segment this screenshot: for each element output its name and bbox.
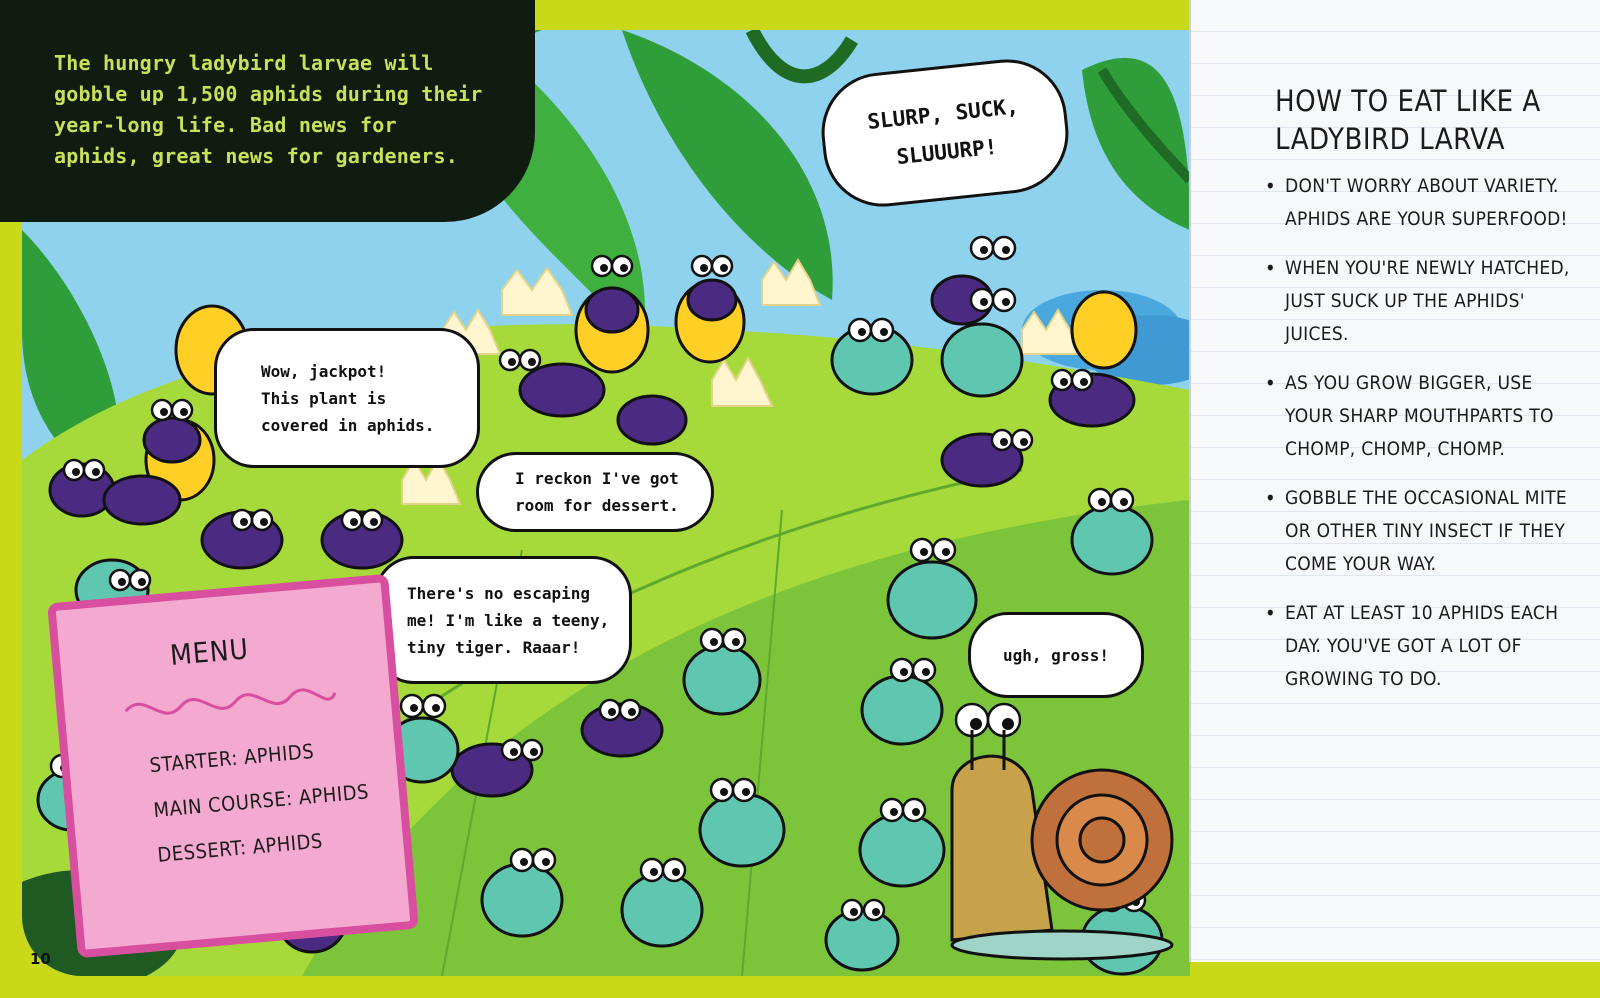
tip-item: • WHEN YOU'RE NEWLY HATCHED, JUST SUCK UP THE APHIDS' JUICES. bbox=[1263, 252, 1583, 351]
tip-item: • DON'T WORRY ABOUT VARIETY. APHIDS ARE YOUR SUPERFOOD! bbox=[1263, 170, 1583, 236]
bubble-tiger-line1: There's no escaping bbox=[407, 583, 591, 603]
tip-item: • EAT AT LEAST 10 APHIDS EACH DAY. YOU'VE GOT A LOT OF GROWING TO DO. bbox=[1263, 597, 1583, 696]
menu-item-dessert: DESSERT: APHIDS bbox=[156, 828, 324, 867]
bubble-tiger-line2: me! I'm like a teeny, bbox=[407, 610, 610, 630]
bubble-slurp-line1: SLURP, SUCK, bbox=[866, 94, 1020, 134]
menu-item-main: MAIN COURSE: APHIDS bbox=[152, 779, 370, 823]
bubble-slurp-line2: SLUUURP! bbox=[895, 134, 999, 170]
notebook-panel bbox=[1189, 0, 1600, 962]
menu-board bbox=[47, 574, 419, 958]
tip-item: • AS YOU GROW BIGGER, USE YOUR SHARP MOUTHPARTS TO CHOMP, CHOMP, CHOMP. bbox=[1263, 367, 1583, 466]
bubble-dessert bbox=[476, 452, 714, 532]
bubble-dessert-line2: room for dessert. bbox=[515, 496, 679, 515]
bubble-jackpot-line3: covered in aphids. bbox=[261, 415, 435, 435]
bubble-tiger-line3: tiny tiger. Raaar! bbox=[407, 637, 581, 657]
swirl-decoration bbox=[119, 672, 342, 731]
bubble-dessert-line1: I reckon I've got bbox=[515, 469, 679, 488]
menu-item-starter: STARTER: APHIDS bbox=[148, 738, 316, 778]
notebook-title: HOW TO EAT LIKE A LADYBIRD LARVA bbox=[1275, 84, 1541, 156]
bubble-gross bbox=[968, 612, 1144, 698]
page-number: 10 bbox=[30, 950, 51, 968]
bubble-jackpot-line2: This plant is bbox=[261, 388, 387, 408]
bubble-jackpot bbox=[214, 328, 480, 468]
bubble-gross-text: ugh, gross! bbox=[1003, 645, 1109, 665]
bubble-jackpot-line1: Wow, jackpot! bbox=[261, 361, 387, 381]
tips-list bbox=[1263, 170, 1583, 712]
intro-text: The hungry ladybird larvae will gobble up 1,500 aphids during their year-long life. Bad news for aphids, great news for gardeners. bbox=[54, 51, 483, 168]
intro-box bbox=[0, 0, 535, 222]
menu-title: MENU bbox=[168, 632, 251, 672]
bubble-tiger bbox=[374, 556, 632, 684]
tip-item: • GOBBLE THE OCCASIONAL MITE OR OTHER TINY INSECT IF THEY COME YOUR WAY. bbox=[1263, 482, 1583, 581]
